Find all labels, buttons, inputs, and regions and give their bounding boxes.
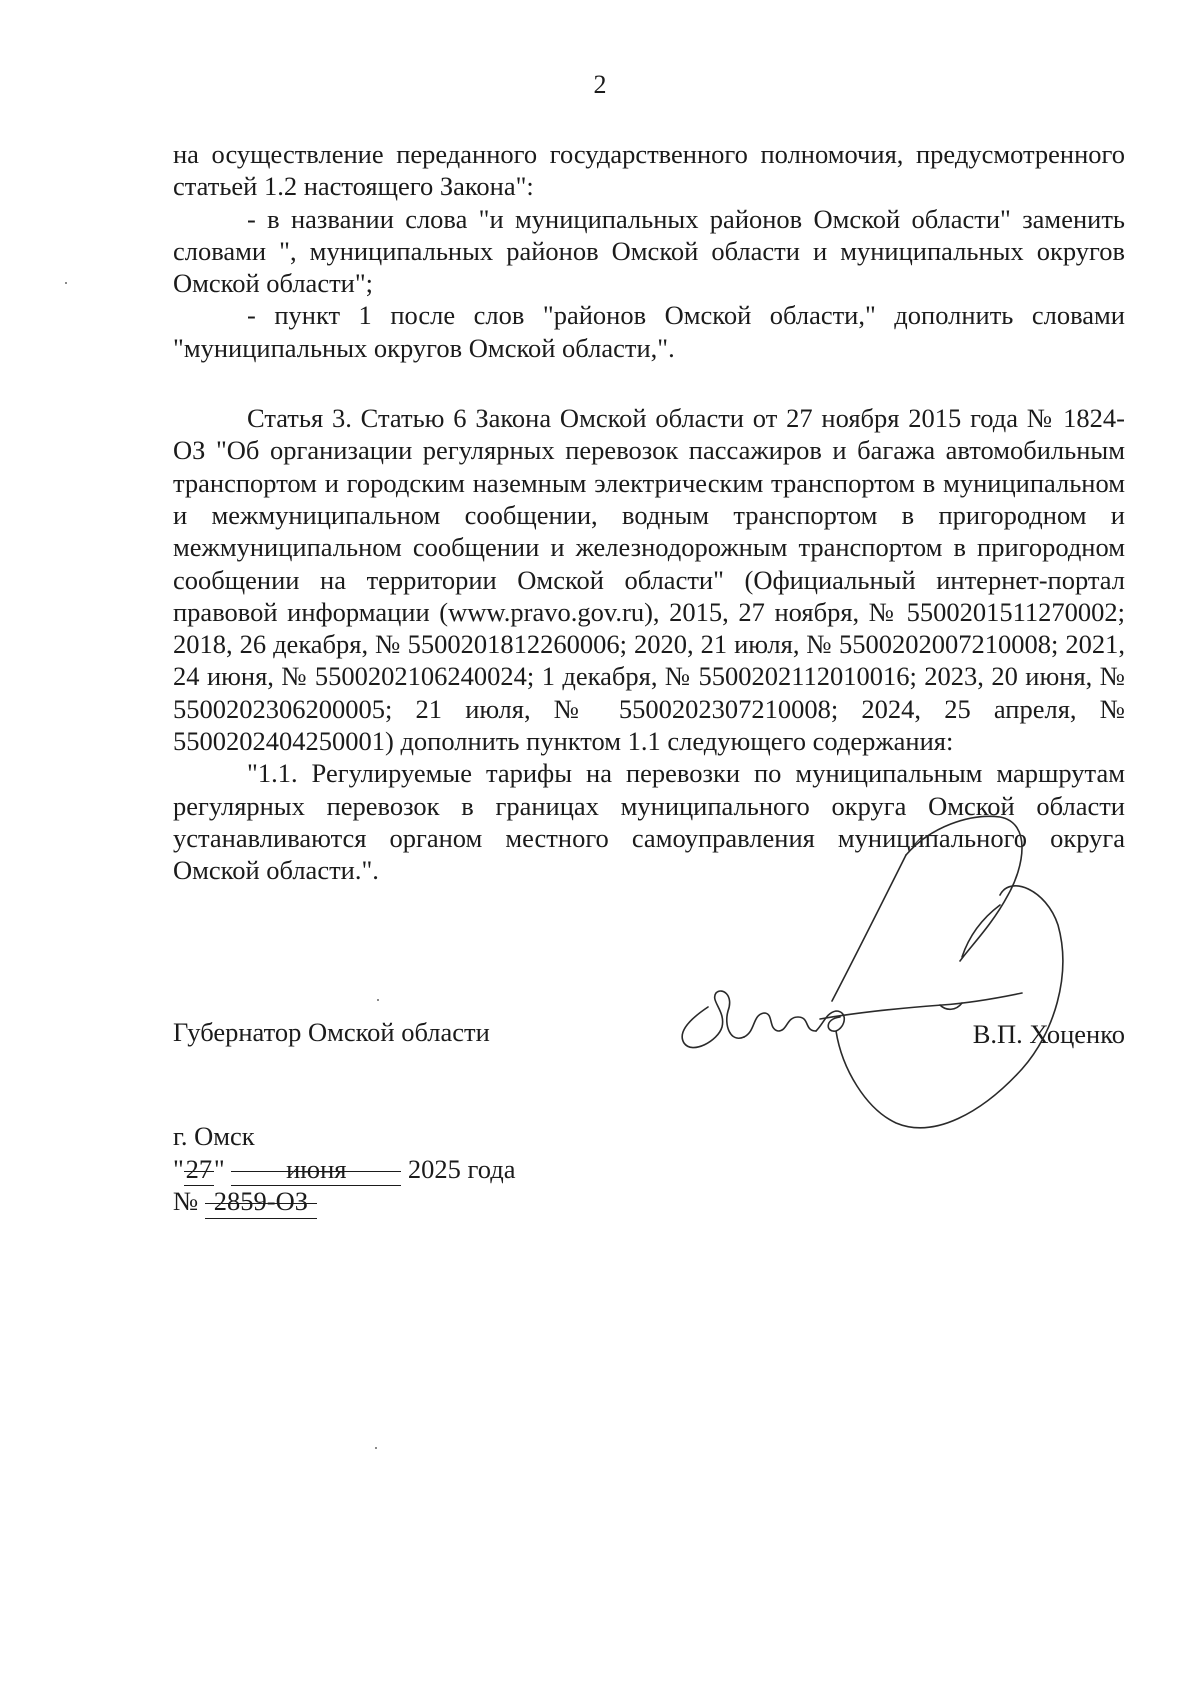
law-number-field [205,1185,317,1219]
paragraph-article-3: Статья 3. Статью 6 Закона Омской области от 27 ноября 2015 года № 1824-ОЗ "Об организации регулярных перевозок пассажиров и багажа автомобильным транспортом и городским наземным электрическим транспортом в муниципальном и межмуниципальном сообщении, водным транспортом в пригородном и межмуниципальном сообщении и железнодорожным транспортом в пригородном сообщении на территории Омской области" (Официальный интернет-портал правовой информации (www.pravo.gov.ru), 2015, 27 ноября, № 5500201511270002; 2018, 26 декабря, № 5500201812260006; 2020, 21 июля, № 5500202007210008; 2021, 24 июня, № 5500202106240024; 1 декабря, № 5500202112010016; 2023, 20 июня, № 5500202306200005; 21 июля, № 5500202307210008; 2024, 25 апреля, № 5500202404250001) дополнить пунктом 1.1 следующего содержания: [173,403,1125,757]
paragraph-point-1-1: "1.1. Регулируемые тарифы на перевозки по муниципальным маршрутам регулярных перевозок в границах муниципального округа Омской области устанавливаются органом местного самоуправления муниципального округа Омской области.". [173,758,1125,886]
law-number-strike [205,1203,317,1204]
place-line [173,1120,515,1153]
page-number: 2 [593,70,607,99]
paragraph-title-amendment: - в названии слова "и муниципальных районов Омской области" заменить словами ", муниципальных районов Омской области и муниципальных округов Омской области"; [173,203,1125,299]
date-open-quote: " [173,1153,184,1184]
number-line [173,1185,515,1218]
place-date-number-block [173,1120,515,1218]
date-year: 2025 года [407,1153,516,1184]
signatory-title: Губернатор Омской области [173,1017,490,1047]
place-city: г. Омск [173,1121,255,1151]
scan-speck [375,1447,377,1449]
date-close-quote: " [213,1153,225,1184]
date-month: июня [286,1153,347,1184]
scan-speck [65,282,67,284]
paragraph-gap [173,364,1125,402]
paragraph-point-1-amendment: - пункт 1 после слов "районов Омской области," дополнить словами "муниципальных округов Омской области,". [173,300,1125,363]
number-sign: № [173,1186,199,1216]
document-body [173,138,1125,887]
date-month-field [231,1153,401,1187]
date-day: 27 [185,1153,213,1184]
paragraph-continuation: на осуществление переданного государственного полномочия, предусмотренного статьей 1.2 настоящего Закона": [173,139,1125,202]
date-day-strike [184,1171,214,1172]
signatory-name: В.П. Хоценко [972,1019,1125,1049]
handwritten-signature [670,805,1110,1135]
date-month-strike [231,1171,401,1172]
scan-speck [377,999,379,1001]
date-day-field [184,1153,214,1187]
law-number: 2859-ОЗ [213,1186,309,1216]
date-line [173,1153,515,1186]
